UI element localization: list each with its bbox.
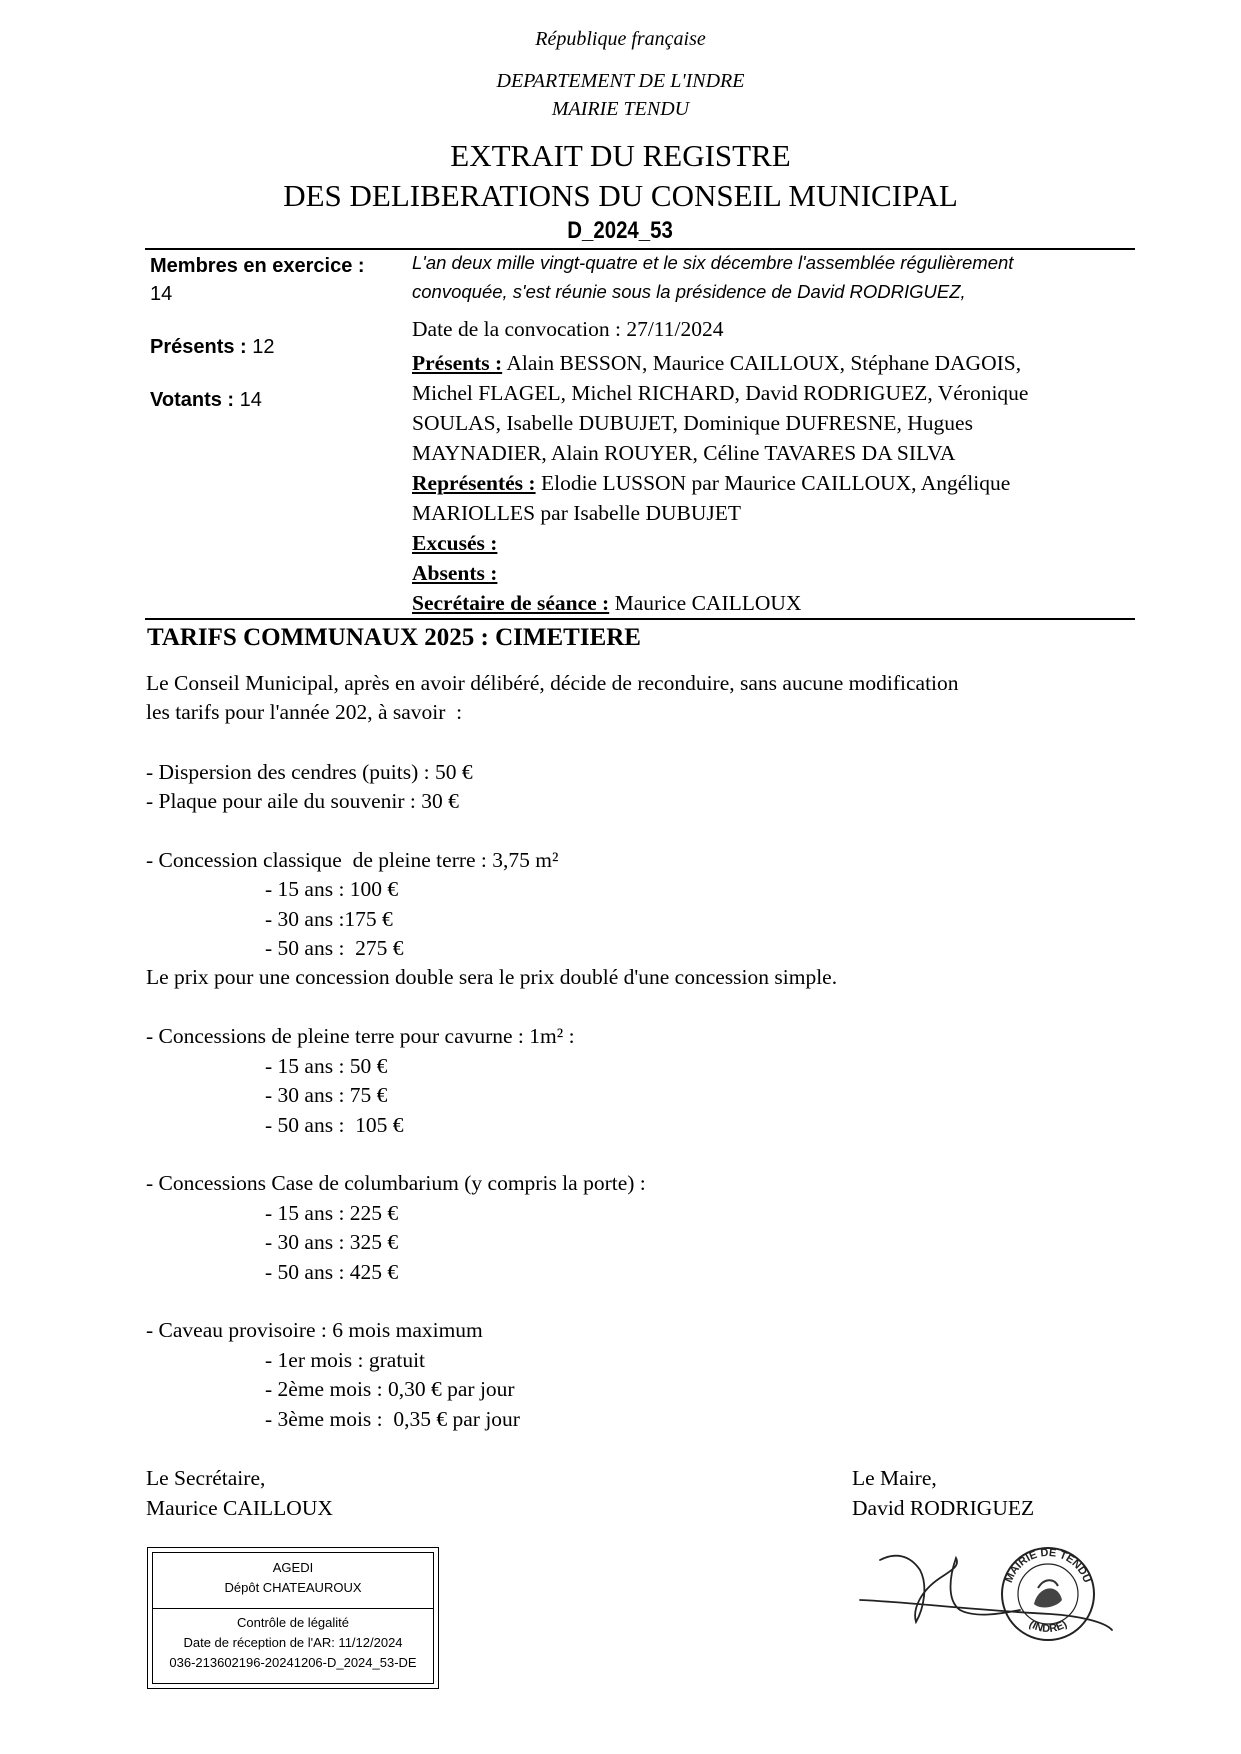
cavurne-30: - 30 ans : 75 € [265,1083,388,1107]
cavurne-title: - Concessions de pleine terre pour cavurne : 1m² : [146,1024,575,1048]
classique-title: - Concession classique de pleine terre : 3,75 m² [146,848,559,872]
members-presents-label: Présents : [150,336,247,358]
excuses-label: Excusés : [412,531,498,555]
representes-block [412,468,1142,498]
agedi-stamp [147,1547,439,1689]
session-intro-line2: convoquée, s'est réunie sous la présidence de David RODRIGUEZ, [412,281,966,302]
para-line2: les tarifs pour l'année 202, à savoir : [146,700,463,724]
caveau-title: - Caveau provisoire : 6 mois maximum [146,1318,483,1342]
doc-id: D_2024_53 [567,217,674,244]
absents-label: Absents : [412,561,498,585]
stamp-line5: 036-213602196-20241206-D_2024_53-DE [169,1655,417,1670]
bottom-rule [145,618,1135,620]
caveau-1: - 1er mois : gratuit [265,1348,426,1372]
seal-text-top: MAIRIE DE TENDU [1002,1546,1094,1585]
secretaire-name: Maurice CAILLOUX [146,1496,333,1520]
secretaire-label: Secrétaire de séance : [412,591,610,615]
stamp-line4: Date de réception de l'AR: 11/12/2024 [183,1635,403,1650]
para-line1: Le Conseil Municipal, après en avoir délibéré, décide de reconduire, sans aucune modification [146,671,959,695]
representes-line2: MARIOLLES par Isabelle DUBUJET [412,501,742,525]
columbarium-15: - 15 ans : 225 € [265,1201,399,1225]
title-line2: DES DELIBERATIONS DU CONSEIL MUNICIPAL [283,178,958,213]
mairie-label: MAIRIE TENDU [551,98,690,120]
stamp-line1: AGEDI [272,1560,314,1575]
members-presents-value: 12 [252,336,275,358]
deliberation-title: TARIFS COMMUNAUX 2025 : CIMETIERE [147,624,641,651]
stamp-line3: Contrôle de légalité [236,1615,350,1630]
session-details [412,314,1142,618]
presents-line2: Michel FLAGEL, Michel RICHARD, David RODRIGUEZ, Véronique [412,381,1029,405]
members-exercice [150,252,365,308]
cavurne-50: - 50 ans : 105 € [265,1113,404,1137]
members-presents [150,333,275,361]
presents-line4: MAYNADIER, Alain ROUYER, Céline TAVARES DA SILVA [412,441,956,465]
representes-label: Représentés : [412,471,536,495]
caveau-2: - 2ème mois : 0,30 € par jour [265,1377,515,1401]
classique-50: - 50 ans : 275 € [265,936,404,960]
members-votants-value: 14 [239,389,262,411]
secretaire-value: Maurice CAILLOUX [614,591,802,615]
cavurne-15: - 15 ans : 50 € [265,1054,388,1078]
session-intro-line1: L'an deux mille vingt-quatre et le six décembre l'assemblée régulièrement [412,252,1014,273]
agedi-stamp-header [153,1553,433,1609]
members-exercice-value: 14 [150,283,173,305]
members-votants-label: Votants : [150,389,235,411]
members-votants [150,386,262,414]
stamp-line2: Dépôt CHATEAUROUX [224,1580,362,1595]
columbarium-50: - 50 ans : 425 € [265,1260,399,1284]
classique-30: - 30 ans :175 € [265,907,393,931]
maire-name: David RODRIGUEZ [852,1496,1035,1520]
members-exercice-label: Membres en exercice : [150,255,365,277]
agedi-stamp-body [153,1609,433,1673]
presents-line1: Alain BESSON, Maurice CAILLOUX, Stéphane DAGOIS, [506,351,1022,375]
department-label: DEPARTEMENT DE L'INDRE [496,70,745,92]
caveau-3: - 3ème mois : 0,35 € par jour [265,1407,520,1431]
seal-text-bottom: (INDRE) [1026,1618,1070,1636]
agedi-stamp-inner [152,1552,434,1684]
tarif-plaque: - Plaque pour aile du souvenir : 30 € [146,789,459,813]
presents-block [412,348,1142,378]
secretaire-title: Le Secrétaire, [146,1466,266,1490]
columbarium-title: - Concessions Case de columbarium (y compris la porte) : [146,1171,646,1195]
presents-line3: SOULAS, Isabelle DUBUJET, Dominique DUFRESNE, Hugues [412,411,973,435]
svg-text:(INDRE) [1027,1618,1070,1635]
columbarium-30: - 30 ans : 325 € [265,1230,399,1254]
convocation-date: Date de la convocation : 27/11/2024 [412,317,724,341]
tarif-dispersion: - Dispersion des cendres (puits) : 50 € [146,760,473,784]
presents-label: Présents : [412,351,503,375]
doc-id-wrap [0,217,1241,245]
mairie-seal [1002,1547,1094,1640]
session-intro [412,248,1142,306]
title-line1: EXTRAIT DU REGISTRE [450,138,791,173]
republic-label: République française [535,28,706,50]
classique-15: - 15 ans : 100 € [265,877,399,901]
secretaire-block [412,588,1142,618]
double-note: Le prix pour une concession double sera le prix doublé d'une concession simple. [146,965,838,989]
representes-line1: Elodie LUSSON par Maurice CAILLOUX, Angélique [540,471,1011,495]
mayor-signature-and-seal [850,1530,1120,1660]
maire-title: Le Maire, [852,1466,937,1490]
svg-text:MAIRIE DE TENDU [1003,1547,1093,1585]
